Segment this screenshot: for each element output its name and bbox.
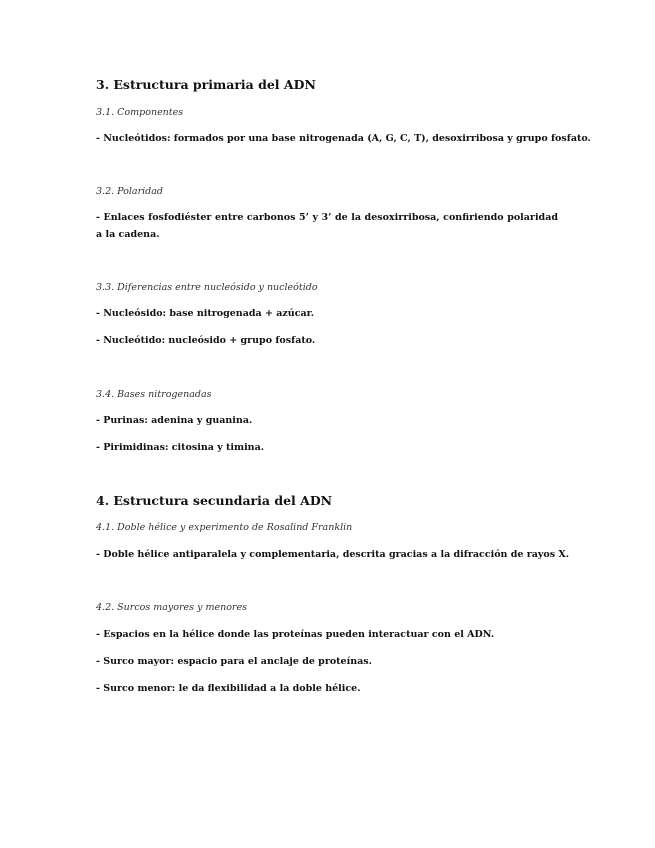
paragraph-line: - Nucleótido: nucleósido + grupo fosfato. [96, 335, 316, 346]
paragraph-line: - Nucleótidos: formados por una base nitrogenada (A, G, C, T), desoxirribosa y grupo fosfato. [96, 133, 591, 144]
subsection-title-4-2: 4.2. Surcos mayores y menores [96, 602, 247, 613]
paragraph-line: - Purinas: adenina y guanina. [96, 415, 253, 426]
paragraph-line: - Espacios en la hélice donde las proteínas pueden interactuar con el ADN. [96, 629, 495, 640]
paragraph-line: - Pirimidinas: citosina y timina. [96, 442, 265, 453]
paragraph-line: - Nucleósido: base nitrogenada + azúcar. [96, 308, 315, 319]
section-heading-3: 3. Estructura primaria del ADN [96, 77, 316, 92]
paragraph-line: - Surco mayor: espacio para el anclaje de proteínas. [96, 656, 372, 667]
subsection-title-3-1: 3.1. Componentes [96, 107, 184, 118]
subsection-title-3-4: 3.4. Bases nitrogenadas [96, 389, 212, 400]
subsection-title-3-3: 3.3. Diferencias entre nucleósido y nucleótido [96, 282, 318, 293]
paragraph-line: - Doble hélice antiparalela y complementaria, descrita gracias a la difracción de rayos X. [96, 549, 570, 560]
paragraph-line: - Enlaces fosfodiéster entre carbonos 5’ y 3’ de la desoxirribosa, confiriendo polaridad a la cadena. [96, 212, 558, 240]
subsection-title-4-1: 4.1. Doble hélice y experimento de Rosalind Franklin [96, 522, 353, 533]
section-heading-4: 4. Estructura secundaria del ADN [96, 493, 333, 508]
subsection-title-3-2: 3.2. Polaridad [96, 186, 163, 197]
paragraph-line: - Surco menor: le da flexibilidad a la doble hélice. [96, 683, 361, 694]
